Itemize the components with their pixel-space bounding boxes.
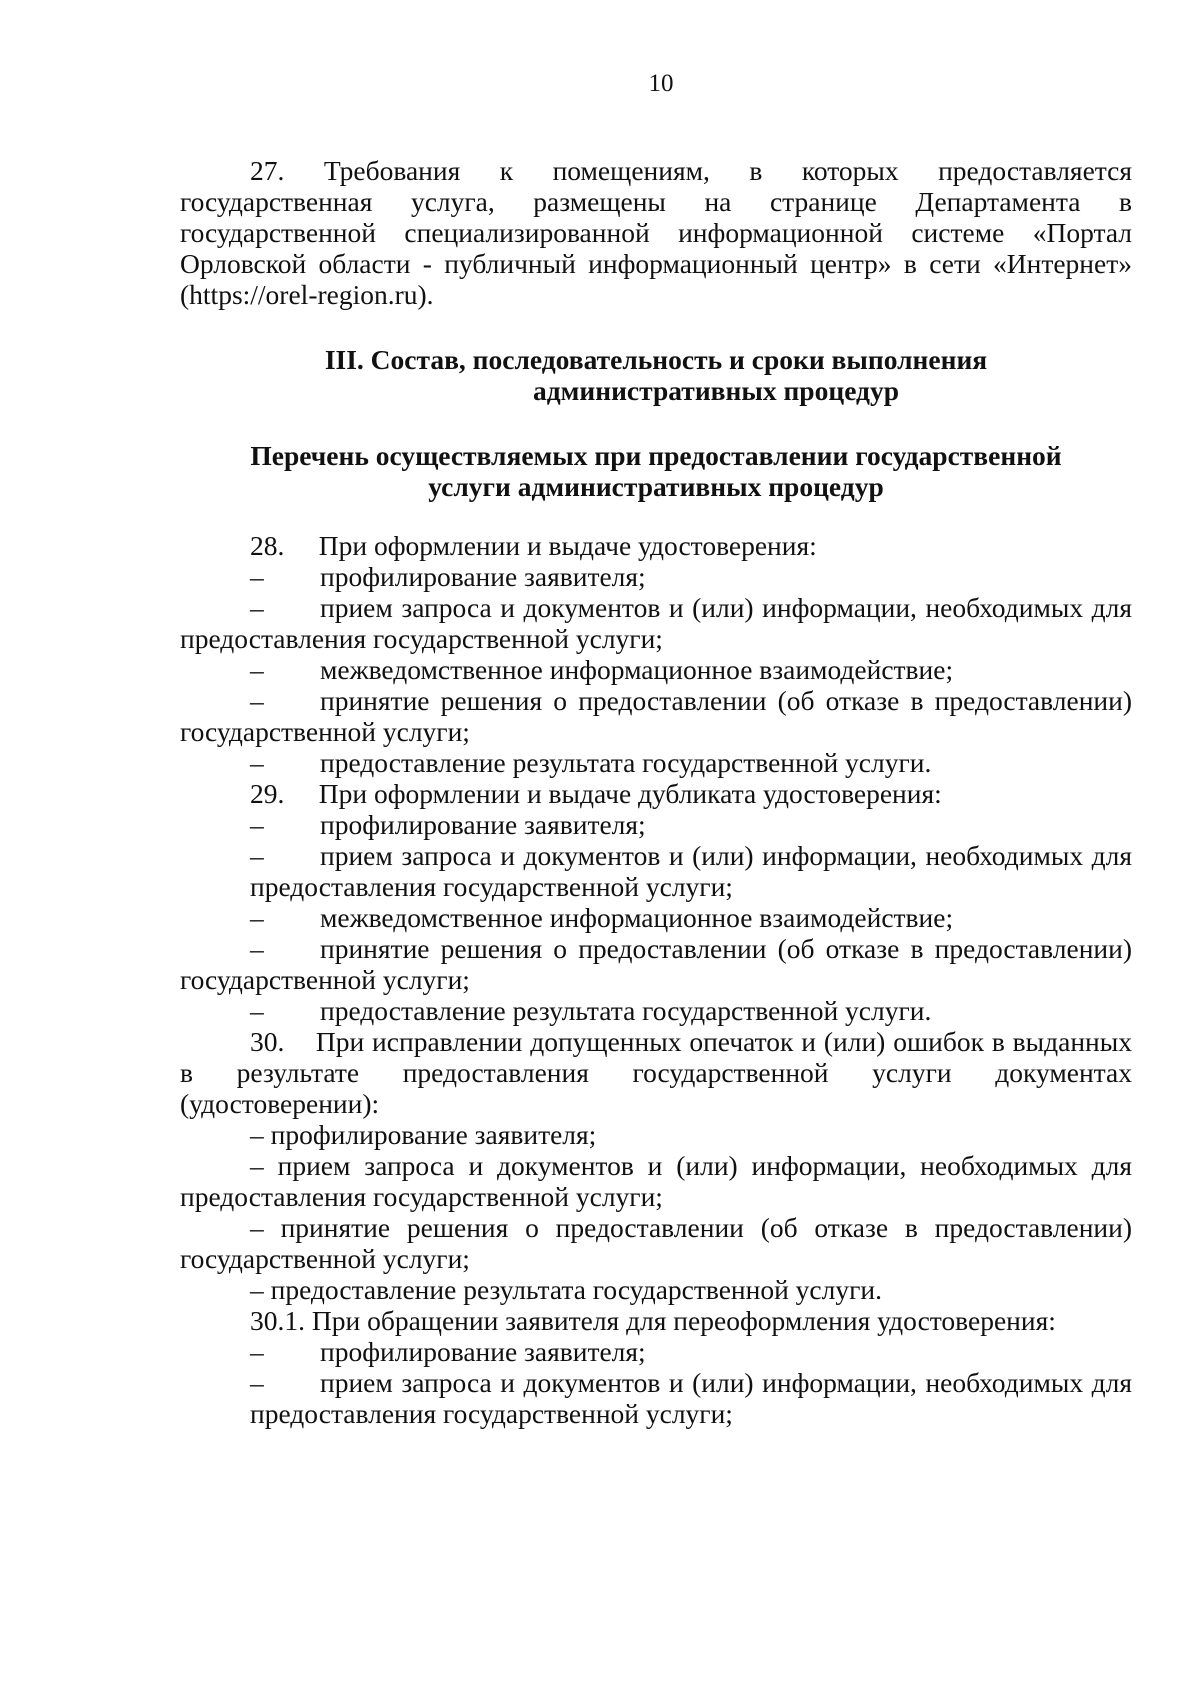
list-item	[180, 1212, 1132, 1274]
list-item-text: профилирование заявителя;	[320, 561, 646, 592]
dash-marker: –	[250, 1274, 264, 1305]
document-body	[180, 155, 1132, 1429]
dash-marker: –	[250, 1367, 264, 1398]
section-heading-line2: административных процедур	[533, 375, 899, 406]
list-item-text: межведомственное информационное взаимодействие;	[320, 902, 954, 933]
list-item-text: предоставление результата государственной услуги.	[320, 747, 932, 778]
item-title: При обращении заявителя для переоформления удостоверения:	[311, 1305, 1056, 1336]
list-item-text: предоставление результата государственной услуги.	[270, 1274, 882, 1305]
dash-marker: –	[250, 685, 264, 716]
item-28	[180, 530, 1132, 778]
item-number: 30.	[250, 1026, 285, 1057]
list-item-text: прием запроса и документов и (или) информации, необходимых для предоставления государственной услуги;	[250, 1367, 1132, 1429]
list-item	[180, 809, 1132, 840]
dash-marker: –	[250, 1336, 264, 1367]
item-30-1-title	[180, 1305, 1132, 1336]
page-number: 10	[648, 70, 674, 97]
list-item-text: прием запроса и документов и (или) информации, необходимых для предоставления государственной услуги;	[180, 1150, 1133, 1212]
dash-marker: –	[250, 809, 264, 840]
item-title: При оформлении и выдаче дубликата удостоверения:	[318, 778, 942, 809]
item-number: 29.	[250, 778, 285, 809]
list-item	[180, 1336, 1132, 1367]
dash-marker: –	[250, 654, 264, 685]
section-heading-line1: III. Состав, последовательность и сроки выполнения	[324, 344, 988, 375]
dash-marker: –	[250, 1150, 264, 1181]
list-item	[180, 902, 1132, 933]
item-30-title	[180, 1026, 1132, 1119]
item-30	[180, 1026, 1132, 1305]
list-item	[180, 1367, 1132, 1429]
list-item	[180, 840, 1132, 902]
list-item	[180, 685, 1132, 747]
list-item	[180, 1150, 1132, 1212]
dash-marker: –	[250, 840, 264, 871]
dash-marker: –	[250, 747, 264, 778]
list-item-text: профилирование заявителя;	[270, 1119, 597, 1150]
list-item	[180, 561, 1132, 592]
item-number: 30.1.	[250, 1305, 305, 1336]
list-item	[180, 592, 1132, 654]
list-item	[180, 1274, 1132, 1305]
list-item-text: межведомственное информационное взаимодействие;	[320, 654, 954, 685]
item-29-title	[180, 778, 1132, 809]
list-item-text: прием запроса и документов и (или) информации, необходимых для предоставления государственной услуги;	[180, 592, 1132, 654]
dash-marker: –	[250, 933, 264, 964]
dash-marker: –	[250, 561, 264, 592]
item-29	[180, 778, 1132, 1026]
list-item-text: прием запроса и документов и (или) информации, необходимых для предоставления государственной услуги;	[250, 840, 1132, 902]
paragraph-27: 27. Требования к помещениям, в которых предоставляется государственная услуга, размещены на странице Департамента в государственной специализированной информационной системе «Портал Орловской области - публичный информационный центр» в сети «Интернет» (https://orel-region.ru).	[180, 155, 1132, 310]
list-item	[180, 995, 1132, 1026]
dash-marker: –	[250, 995, 264, 1026]
list-item	[180, 1119, 1132, 1150]
list-item	[180, 747, 1132, 778]
item-30-1	[180, 1305, 1132, 1429]
dash-marker: –	[250, 902, 264, 933]
item-title: При исправлении допущенных опечаток и (или) ошибок в выданных в результате предоставления государственной услуги документах (удостоверении):	[180, 1026, 1132, 1119]
dash-marker: –	[250, 1119, 264, 1150]
list-item-text: принятие решения о предоставлении (об отказе в предоставлении) государственной услуги;	[180, 685, 1132, 747]
sub-heading	[180, 440, 1132, 502]
list-item-text: принятие решения о предоставлении (об отказе в предоставлении) государственной услуги;	[180, 933, 1132, 995]
item-title: При оформлении и выдаче удостоверения:	[318, 530, 817, 561]
list-item-text: предоставление результата государственной услуги.	[320, 995, 932, 1026]
list-item	[180, 654, 1132, 685]
item-number: 28.	[250, 530, 285, 561]
sub-heading-line2: услуги административных процедур	[428, 471, 884, 502]
list-item-text: профилирование заявителя;	[320, 809, 646, 840]
list-item-text: принятие решения о предоставлении (об отказе в предоставлении) государственной услуги;	[180, 1212, 1133, 1274]
dash-marker: –	[250, 592, 264, 623]
section-heading	[180, 344, 1132, 406]
dash-marker: –	[250, 1212, 264, 1243]
list-item-text: профилирование заявителя;	[320, 1336, 646, 1367]
sub-heading-line1: Перечень осуществляемых при предоставлении государственной	[250, 440, 1062, 471]
list-item	[180, 933, 1132, 995]
item-28-title	[180, 530, 1132, 561]
